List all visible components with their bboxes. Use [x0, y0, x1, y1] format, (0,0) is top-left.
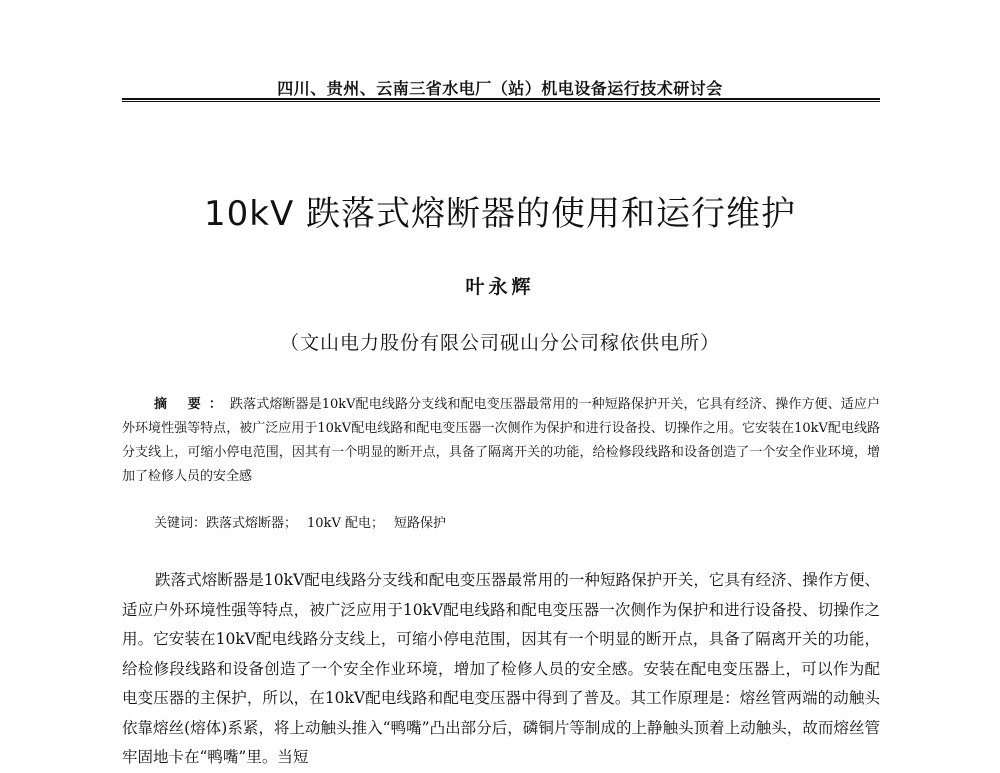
body-paragraph: 跌落式熔断器是10kV配电线路分支线和配电变压器最常用的一种短路保护开关，它具有经济、操作方便、适应户外环境性强等特点，被广泛应用于10kV配电线路和配电变压器一次侧作为保护和进行设备投、切操作之用。它安装在10kV配电线路分支线上，可缩小停电范围，因其有一个明显的断开点，具备了隔离开关的功能，给检修段线路和设备创造了一个安全作业环境，增加了检修人员的安全感。安装在配电变压器上，可以作为配电变压器的主保护，所以，在10kV配电线路和配电变压器中得到了普及。其工作原理是：熔丝管两端的动触头依靠熔丝(熔体)系紧，将上动触头推入“鸭嘴”凸出部分后，磷铜片等制成的上静触头顶着上动触头，故而熔丝管牢固地卡在“鸭嘴”里。当短 — [122, 571, 880, 766]
paper-title: 10kV 跌落式熔断器的使用和运行维护 — [203, 194, 797, 234]
author-affiliation: （文山电力股份有限公司砚山分公司稼依供电所） — [279, 332, 720, 354]
keywords-label: 关键词： — [154, 516, 207, 531]
keyword-item: 10kV 配电； — [307, 516, 384, 531]
abstract — [122, 393, 880, 489]
keyword-item: 跌落式熔断器； — [206, 516, 298, 531]
abstract-label: 摘 要： — [154, 397, 230, 412]
running-header: 四川、贵州、云南三省水电厂（站）机电设备运行技术研讨会 — [277, 79, 723, 98]
keywords — [154, 512, 880, 531]
header-rule-thin — [122, 101, 880, 102]
keyword-item: 短路保护 — [393, 516, 446, 531]
author-name: 叶永辉 — [465, 276, 535, 298]
header-rule-thick — [122, 98, 880, 100]
abstract-text: 跌落式熔断器是10kV配电线路分支线和配电变压器最常用的一种短路保护开关，它具有经济、操作方便、适应户外环境性强等特点，被广泛应用于10kV配电线路和配电变压器一次侧作为保护和进行设备投、切操作之用。它安装在10kV配电线路分支线上，可缩小停电范围，因其有一个明显的断开点，具备了隔离开关的功能，给检修段线路和设备创造了一个安全作业环境，增加了检修人员的安全感 — [122, 397, 881, 484]
